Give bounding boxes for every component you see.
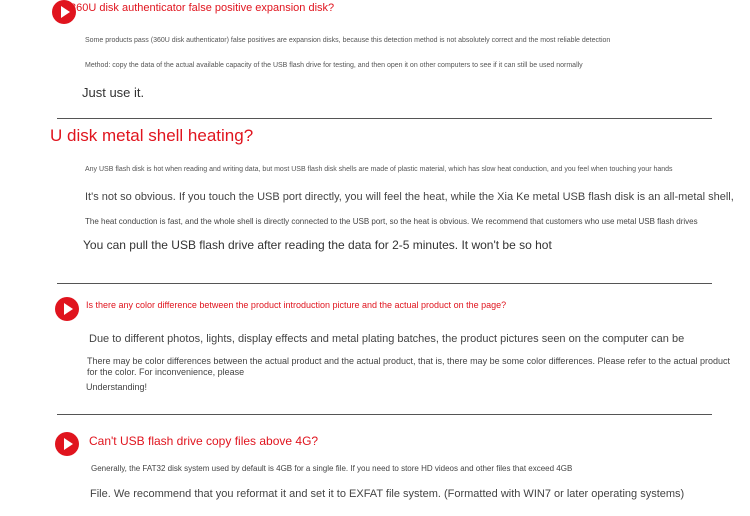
play-icon: [55, 297, 79, 321]
section-divider: [57, 414, 712, 415]
play-icon: [55, 432, 79, 456]
faq-answer-line: Some products pass (360U disk authenticator) false positives are expansion disks, because this detection method is not absolutely correct and the most reliable detection: [85, 37, 611, 44]
faq-answer-line: The heat conduction is fast, and the whole shell is directly connected to the USB port, so the heat is obvious. We recommend that customers who use metal USB flash drives: [85, 217, 698, 226]
faq-question: 360U disk authenticator false positive expansion disk?: [70, 2, 335, 14]
faq-answer-line: File. We recommend that you reformat it and set it to EXFAT file system. (Formatted with WIN7 or later operating systems): [90, 488, 685, 500]
faq-question: U disk metal shell heating?: [50, 126, 254, 145]
faq-answer-line: Just use it.: [82, 85, 145, 100]
faq-answer-line: Generally, the FAT32 disk system used by default is 4GB for a single file. If you need to store HD videos and other files that exceed 4GB: [91, 464, 573, 473]
section-divider: [57, 118, 712, 119]
faq-answer-line: You can pull the USB flash drive after reading the data for 2-5 minutes. It won't be so hot: [83, 238, 552, 252]
faq-answer-line: Understanding!: [86, 382, 148, 392]
faq-question: Can't USB flash drive copy files above 4G?: [89, 434, 319, 448]
faq-answer-line: Method: copy the data of the actual available capacity of the USB flash drive for testing, and then open it on other computers to see if it can still be used normally: [85, 62, 583, 69]
faq-question: Is there any color difference between the product introduction picture and the actual product on the page?: [86, 300, 507, 310]
section-divider: [57, 283, 712, 284]
faq-answer-line: It's not so obvious. If you touch the USB port directly, you will feel the heat, while the Xia Ke metal USB flash disk is an all-metal shell,: [85, 191, 734, 203]
faq-answer-line: There may be color differences between the actual product and the actual product, that is, there may be some color differences. Please refer to the actual product for the color. For inconvenience, please: [87, 356, 731, 377]
faq-answer-line: Due to different photos, lights, display effects and metal plating batches, the product pictures seen on the computer can be: [89, 333, 685, 345]
faq-answer-line: Any USB flash disk is hot when reading and writing data, but most USB flash disk shells are made of plastic material, which has slow heat conduction, and you feel when touching your hands: [85, 166, 673, 173]
